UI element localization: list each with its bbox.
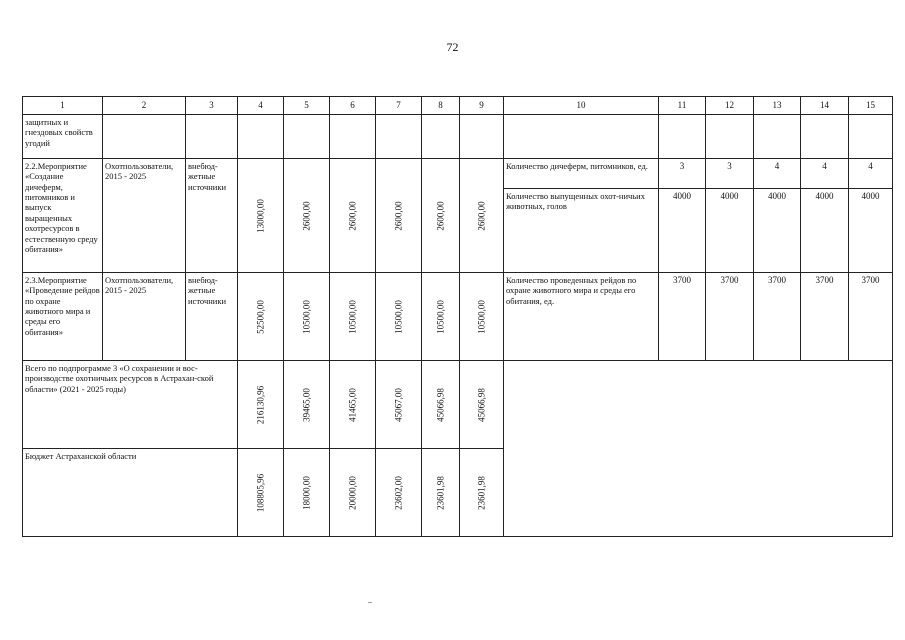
indicator-value: 3700: [849, 273, 893, 361]
indicator-value: 4000: [659, 189, 706, 273]
column-header: 10: [504, 97, 659, 115]
column-header: 4: [238, 97, 284, 115]
column-header: 1: [23, 97, 103, 115]
indicator-value: 4: [849, 159, 893, 189]
indicator-value: 3700: [706, 273, 754, 361]
total-label: Всего по подпрограмме 3 «О сохранении и вос-производстве охотничьих ресурсов в Астрахан-ской области» (2021 - 2025 годы): [23, 361, 238, 449]
column-header: 9: [460, 97, 504, 115]
column-header: 12: [706, 97, 754, 115]
indicator-value: 4000: [801, 189, 849, 273]
column-header: 8: [422, 97, 460, 115]
indicator-name: Количество проведенных рейдов по охране животного мира и среды его обитания, ед.: [504, 273, 659, 361]
indicator-value: 3700: [754, 273, 801, 361]
amount-year: 18000,00: [301, 475, 312, 510]
column-number-row: [23, 97, 893, 115]
table-row: [23, 159, 893, 189]
indicator-value: 3700: [659, 273, 706, 361]
amount-year: 10500,00: [393, 299, 404, 334]
page-number: 72: [446, 40, 459, 54]
amount-year: 10500,00: [301, 299, 312, 334]
indicator-value: 4000: [754, 189, 801, 273]
amount-year: 10500,00: [435, 299, 446, 334]
indicator-value: 4000: [706, 189, 754, 273]
column-header: 2: [103, 97, 186, 115]
executor: Охотпользователи, 2015 - 2025: [103, 159, 186, 273]
amount-year: 39465,00: [301, 387, 312, 422]
amount-year: 45066,98: [476, 387, 487, 422]
amount-year: 20000,00: [347, 475, 358, 510]
amount-year: 45066,98: [435, 387, 446, 422]
funding-source: внебюд-жетные источники: [186, 273, 238, 361]
amount-year: 2600,00: [435, 200, 446, 231]
funding-source: внебюд-жетные источники: [186, 159, 238, 273]
amount-year: 2600,00: [476, 200, 487, 231]
column-header: 6: [330, 97, 376, 115]
indicator-value: 3: [706, 159, 754, 189]
measure-name: 2.3.Мероприятие «Проведение рейдов по охране животного мира и среды его обитания»: [23, 273, 103, 361]
amount-total: 52500,00: [255, 299, 266, 334]
column-header: 13: [754, 97, 801, 115]
column-header: 14: [801, 97, 849, 115]
indicator-value: 4: [801, 159, 849, 189]
column-header: 15: [849, 97, 893, 115]
amount-total: 216130,96: [255, 385, 266, 424]
amount-total: 13000,00: [255, 198, 266, 233]
amount-year: 2600,00: [301, 200, 312, 231]
program-table: [22, 96, 893, 537]
indicator-value: 3700: [801, 273, 849, 361]
measure-name: 2.2.Мероприятие «Создание дичеферм, питомников и выпуск выращенных охотресурсов в естественную среду обитания»: [23, 159, 103, 273]
column-header: 7: [376, 97, 422, 115]
column-header: 3: [186, 97, 238, 115]
indicator-value: 4: [754, 159, 801, 189]
empty-indicator-block: [504, 361, 893, 537]
indicator-value: 3: [659, 159, 706, 189]
amount-total: 108805,96: [255, 473, 266, 512]
amount-year: 41465,00: [347, 387, 358, 422]
amount-year: 45067,00: [393, 387, 404, 422]
column-header: 11: [659, 97, 706, 115]
column-header: 5: [284, 97, 330, 115]
executor: Охотпользователи, 2015 - 2025: [103, 273, 186, 361]
amount-year: 2600,00: [347, 200, 358, 231]
amount-year: 23602,00: [393, 475, 404, 510]
scan-mark: [368, 602, 372, 603]
amount-year: 10500,00: [347, 299, 358, 334]
table-row: [23, 361, 893, 449]
budget-label: Бюджет Астраханской области: [23, 449, 238, 537]
measure-name: защитных и гнездовых свойств угодий: [23, 115, 103, 159]
indicator-name: Количество выпущенных охот-ничьих животных, голов: [504, 189, 659, 273]
indicator-name: Количество дичеферм, питомников, ед.: [504, 159, 659, 189]
indicator-value: 4000: [849, 189, 893, 273]
amount-year: 10500,00: [476, 299, 487, 334]
amount-year: 23601,98: [476, 475, 487, 510]
table-row: [23, 115, 893, 159]
amount-year: 2600,00: [393, 200, 404, 231]
table-row: [23, 273, 893, 361]
amount-year: 23601,98: [435, 475, 446, 510]
